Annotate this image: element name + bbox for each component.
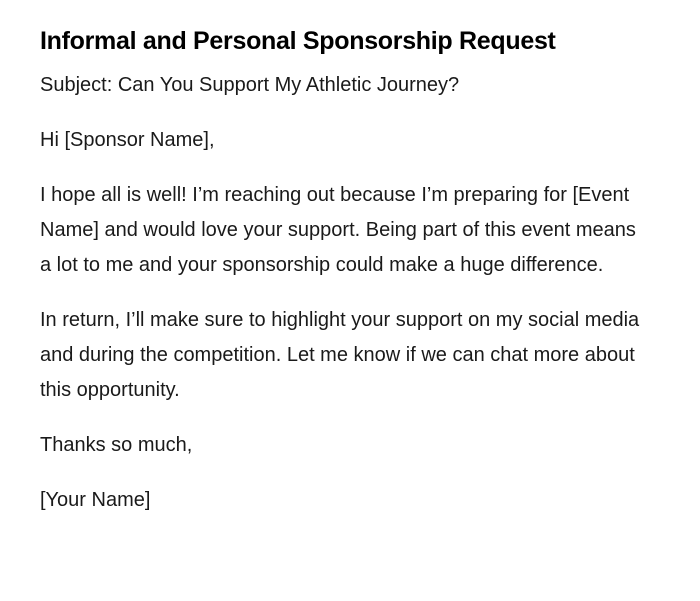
greeting-line: Hi [Sponsor Name],: [40, 129, 215, 151]
letter-document: [40, 22, 640, 538]
body-paragraph: In return, I’ll make sure to highlight your support on my social media and during the competition. Let me know if we can chat more about this opportunity.: [40, 309, 640, 401]
body-paragraph: I hope all is well! I’m reaching out because I’m preparing for [Event Name] and would love your support. Being part of this event means a lot to me and your sponsorship could make a huge difference.: [40, 184, 636, 276]
closing-line: Thanks so much,: [40, 434, 193, 456]
document-title: Informal and Personal Sponsorship Request: [40, 27, 556, 55]
signature-line: [Your Name]: [40, 489, 151, 511]
subject-line: Subject: Can You Support My Athletic Journey?: [40, 74, 460, 96]
